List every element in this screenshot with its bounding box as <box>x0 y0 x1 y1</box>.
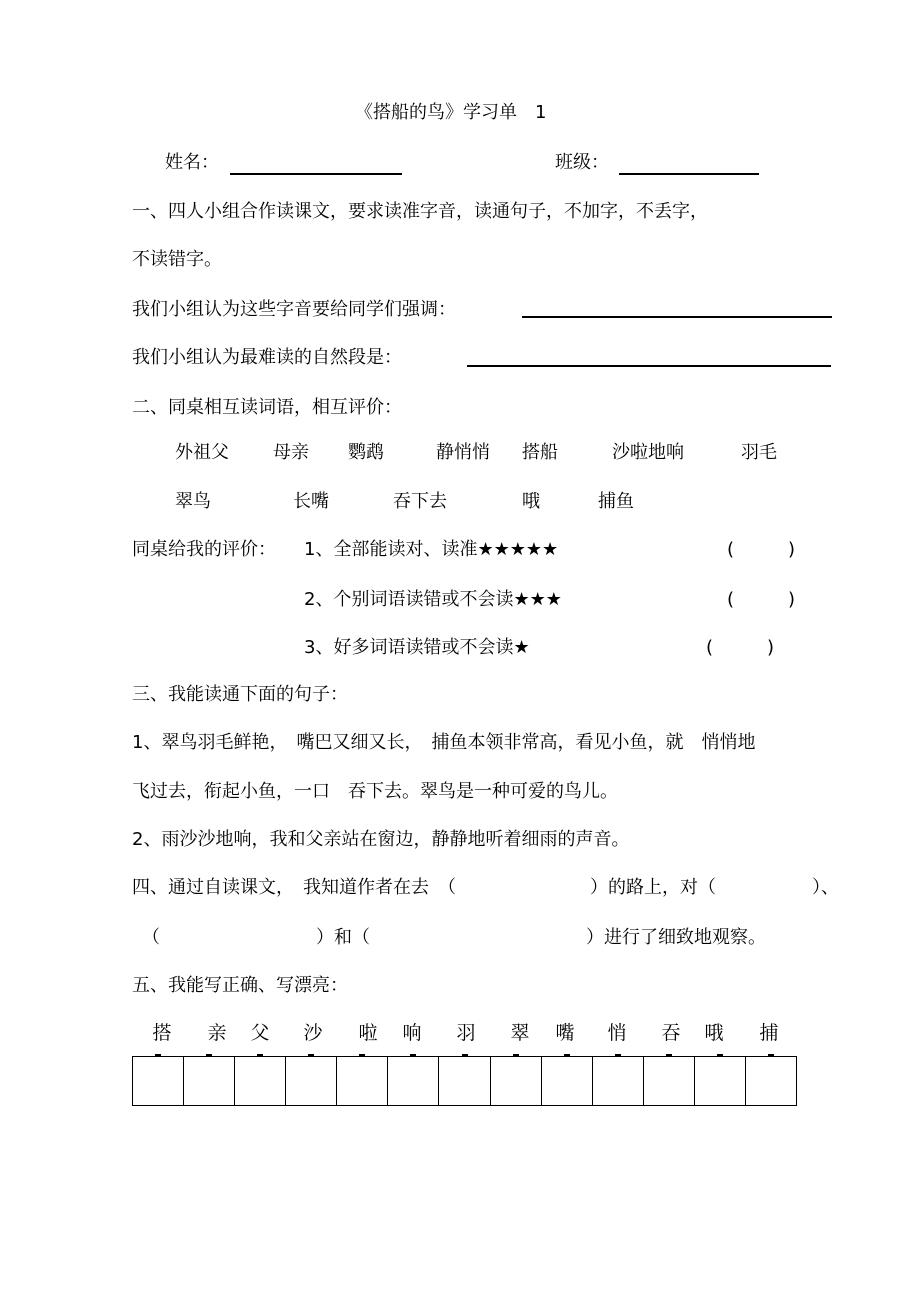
char-label: 沙 <box>303 1022 323 1044</box>
char-label: 捕 <box>759 1022 779 1044</box>
char-label: 吞 <box>661 1022 681 1044</box>
section1-q1: 我们小组认为这些字音要给同学们强调： <box>132 299 456 320</box>
word-item: 羽毛 <box>741 442 777 463</box>
cell-marker <box>359 1054 365 1057</box>
sentence1-line2: 飞过去，衔起小鱼，一口 吞下去。翠鸟是一种可爱的鸟儿。 <box>132 781 618 802</box>
cell-marker <box>206 1054 212 1057</box>
word-item: 外祖父 <box>175 442 229 463</box>
cell-marker <box>717 1054 723 1057</box>
char-label: 嘴 <box>555 1022 575 1044</box>
writing-cell[interactable] <box>286 1057 337 1105</box>
eval-item-3: 3、好多词语读错或不会读★ <box>304 637 530 658</box>
cell-marker <box>666 1054 672 1057</box>
cell-marker <box>768 1054 774 1057</box>
char-label: 羽 <box>456 1022 476 1044</box>
section2-heading: 二、同桌相互读词语，相互评价： <box>132 397 402 418</box>
section1-q2: 我们小组认为最难读的自然段是： <box>132 347 402 368</box>
eval-paren-2: ( ) <box>727 589 796 610</box>
section4-line2-b: ）和（ <box>316 927 370 948</box>
eval-item-1: 1、全部能读对、读准★★★★★ <box>304 539 559 560</box>
page-title: 《搭船的鸟》学习单 1 <box>355 102 547 123</box>
class-blank <box>619 173 759 175</box>
word-item: 母亲 <box>273 442 309 463</box>
cell-marker <box>615 1054 621 1057</box>
char-label: 响 <box>402 1022 422 1044</box>
word-item: 哦 <box>522 491 540 512</box>
eval-paren-1: ( ) <box>727 539 796 560</box>
char-label: 啦 <box>358 1022 378 1044</box>
char-label: 悄 <box>607 1022 627 1044</box>
writing-grid <box>132 1056 797 1106</box>
class-label: 班级： <box>555 152 609 173</box>
writing-cell[interactable] <box>746 1057 796 1105</box>
writing-cell[interactable] <box>133 1057 184 1105</box>
writing-cell[interactable] <box>644 1057 695 1105</box>
section4-line1-a: 四、通过自读课文， 我知道作者在去 （ <box>132 877 456 898</box>
cell-marker <box>410 1054 416 1057</box>
char-label: 翠 <box>510 1022 530 1044</box>
char-label: 哦 <box>704 1022 724 1044</box>
sentence2: 2、雨沙沙地响，我和父亲站在窗边，静静地听着细雨的声音。 <box>132 829 630 850</box>
cell-marker <box>564 1054 570 1057</box>
cell-marker <box>155 1054 161 1057</box>
writing-cell[interactable] <box>439 1057 490 1105</box>
section3-heading: 三、我能读通下面的句子： <box>132 684 348 705</box>
eval-paren-3: ( ) <box>706 637 775 658</box>
writing-cell[interactable] <box>593 1057 644 1105</box>
writing-cell[interactable] <box>695 1057 746 1105</box>
writing-cell[interactable] <box>184 1057 235 1105</box>
word-item: 捕鱼 <box>598 491 634 512</box>
word-item: 搭船 <box>522 442 558 463</box>
section4-line1-b: ）的路上，对（ <box>590 877 716 898</box>
sentence1-line1: 1、翠鸟羽毛鲜艳， 嘴巴又细又长， 捕鱼本领非常高，看见小鱼，就 悄悄地 <box>132 732 756 753</box>
cell-marker <box>513 1054 519 1057</box>
char-label: 搭 <box>152 1022 172 1044</box>
section1-line2: 不读错字。 <box>132 249 222 270</box>
q2-blank <box>467 365 831 367</box>
writing-cell[interactable] <box>388 1057 439 1105</box>
cell-marker <box>462 1054 468 1057</box>
section5-heading: 五、我能写正确、写漂亮： <box>132 975 348 996</box>
writing-cell[interactable] <box>491 1057 542 1105</box>
word-item: 翠鸟 <box>175 491 211 512</box>
name-blank <box>230 173 402 175</box>
word-item: 长嘴 <box>293 491 329 512</box>
char-label: 亲 <box>207 1022 227 1044</box>
word-item: 沙啦地响 <box>612 442 684 463</box>
section4-line2-a: （ <box>142 927 160 948</box>
writing-cell[interactable] <box>235 1057 286 1105</box>
eval-item-2: 2、个别词语读错或不会读★★★ <box>304 589 562 610</box>
word-item: 吞下去 <box>393 491 447 512</box>
section4-line2-c: ）进行了细致地观察。 <box>586 927 766 948</box>
char-label: 父 <box>250 1022 270 1044</box>
eval-label: 同桌给我的评价： <box>132 539 276 560</box>
writing-cell[interactable] <box>542 1057 593 1105</box>
word-item: 静悄悄 <box>436 442 490 463</box>
cell-marker <box>308 1054 314 1057</box>
writing-cell[interactable] <box>337 1057 388 1105</box>
q1-blank <box>522 316 832 318</box>
word-item: 鹦鹉 <box>348 442 384 463</box>
cell-marker <box>257 1054 263 1057</box>
section4-line1-c: ）、 <box>812 877 839 898</box>
section1-line1: 一、四人小组合作读课文，要求读准字音，读通句子，不加字，不丢字， <box>132 201 708 222</box>
name-label: 姓名： <box>165 152 219 173</box>
